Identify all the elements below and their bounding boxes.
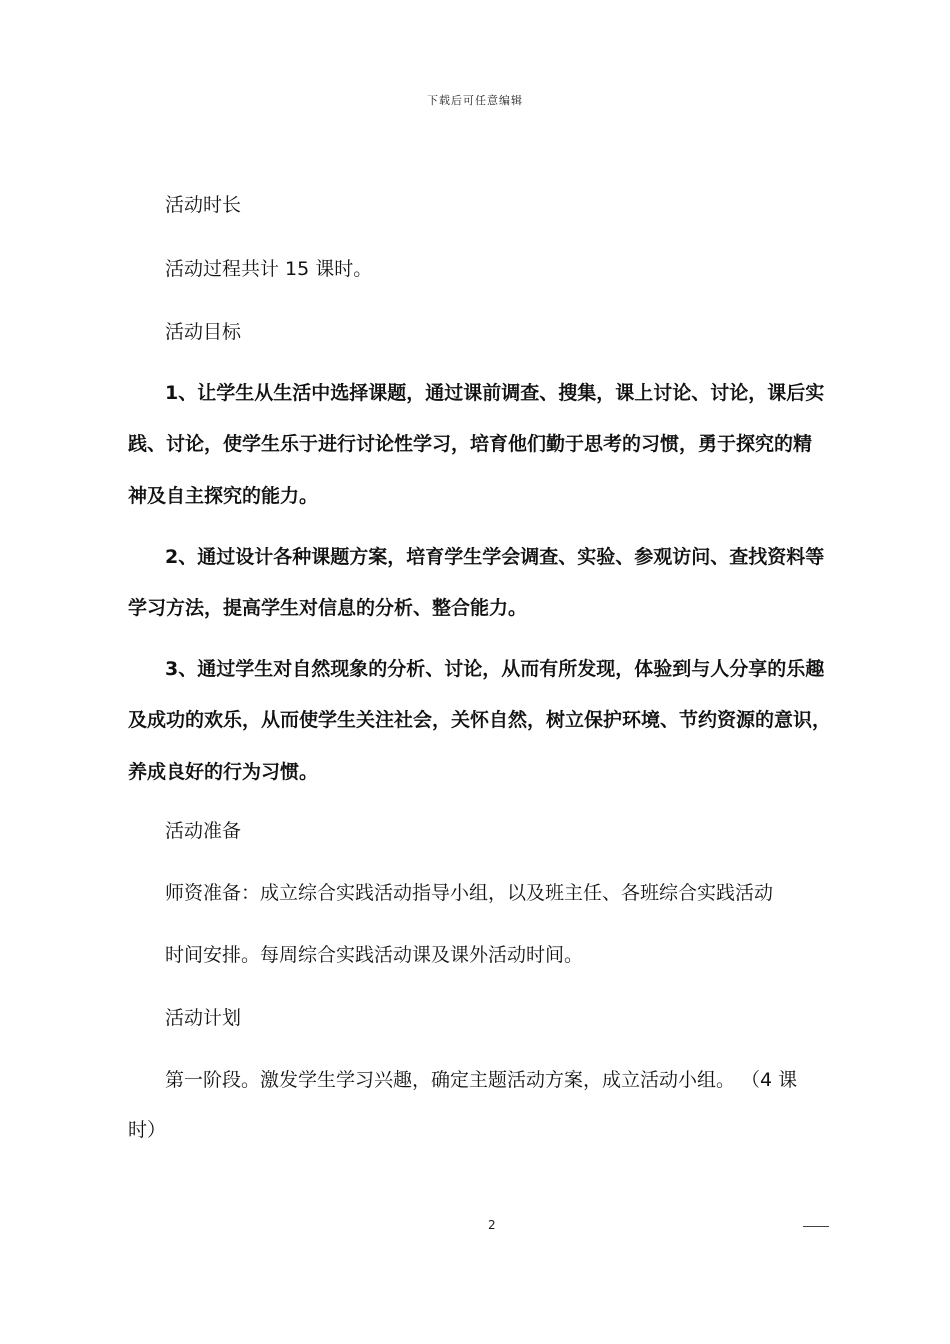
heading-plan: 活动计划 [165,1007,242,1029]
goal-3-line-1: 3、通过学生对自然现象的分析、讨论，从而有所发现，体验到与人分享的乐趣 [165,658,825,680]
goal-3-line-3: 养成良好的行为习惯。 [128,761,319,783]
heading-prep: 活动准备 [165,820,242,842]
goal-1-line-2: 践、讨论，使学生乐于进行讨论性学习，培育他们勤于思考的习惯，勇于探究的精 [128,433,813,455]
prep-teachers: 师资准备：成立综合实践活动指导小组，以及班主任、各班综合实践活动 [165,882,774,904]
plan-stage-1-line-2: 时） [128,1119,167,1141]
goal-3-line-2: 及成功的欢乐，从而使学生关注社会，关怀自然，树立保护环境、节约资源的意识， [128,709,832,731]
heading-duration: 活动时长 [165,194,242,216]
footer-dash [803,1226,829,1227]
heading-goals: 活动目标 [165,321,242,343]
duration-text: 活动过程共计 15 课时。 [165,258,373,280]
goal-1-line-1: 1、让学生从生活中选择课题，通过课前调查、搜集，课上讨论、讨论，课后实 [165,382,825,404]
goal-2-line-2: 学习方法，提高学生对信息的分析、整合能力。 [128,597,528,619]
goal-1-line-3: 神及自主探究的能力。 [128,485,319,507]
prep-time: 时间安排。每周综合实践活动课及课外活动时间。 [165,944,584,966]
plan-stage-1-line-1: 第一阶段。激发学生学习兴趣，确定主题活动方案，成立活动小组。 （4 课 [165,1069,798,1091]
goal-2-line-1: 2、通过设计各种课题方案，培育学生学会调查、实验、参观访问、查找资料等 [165,546,825,568]
page-number: 2 [488,1218,496,1232]
header-note: 下载后可任意编辑 [427,94,523,107]
